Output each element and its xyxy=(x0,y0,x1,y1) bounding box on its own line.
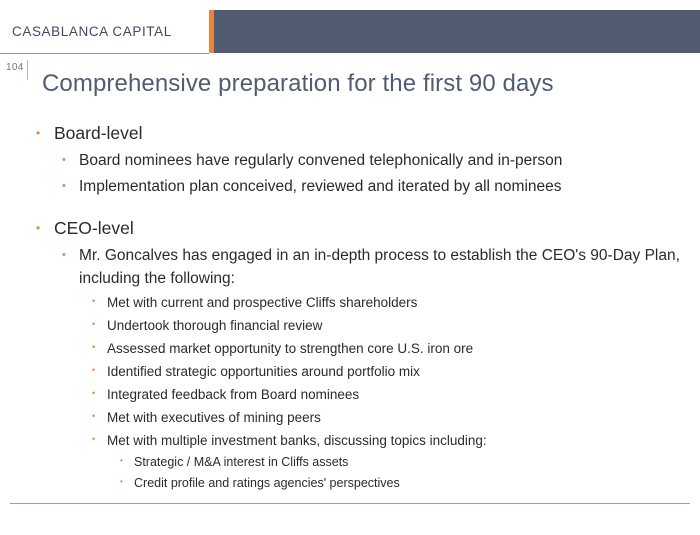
bullet-icon: • xyxy=(92,296,96,306)
bullet-text: Implementation plan conceived, reviewed and iterated by all nominees xyxy=(79,178,562,195)
bullet-text: Assessed market opportunity to strengthen core U.S. iron ore xyxy=(107,341,474,356)
bullet-icon: • xyxy=(36,126,41,140)
bullet-item-level3 xyxy=(92,384,684,405)
bullet-item-level3 xyxy=(92,430,684,451)
bullet-item-level4 xyxy=(120,473,684,493)
bullet-icon: • xyxy=(92,342,96,352)
bullet-item-level3 xyxy=(92,315,684,336)
bullet-item-level2 xyxy=(62,175,684,198)
bullet-icon: • xyxy=(92,434,96,444)
bullet-item-level3 xyxy=(92,361,684,382)
bullet-item-level3 xyxy=(92,292,684,313)
bullet-icon: • xyxy=(62,154,66,166)
page-title: Comprehensive preparation for the first 90 days xyxy=(42,70,554,97)
bullet-icon: • xyxy=(92,319,96,329)
header-band xyxy=(214,10,700,53)
header-underline xyxy=(0,53,209,54)
header-brand-area xyxy=(0,10,209,53)
slide-header xyxy=(0,10,700,53)
bullet-text: Board-level xyxy=(54,123,143,143)
page-number: 104 xyxy=(6,62,24,73)
bullet-icon: • xyxy=(92,365,96,375)
page-number-divider xyxy=(27,60,28,80)
bullet-item-level1 xyxy=(36,120,684,146)
bullet-text: Met with multiple investment banks, discussing topics including: xyxy=(107,433,487,448)
bullet-item-level3 xyxy=(92,407,684,428)
bullet-text: Identified strategic opportunities around portfolio mix xyxy=(107,364,420,379)
bullet-text: Met with executives of mining peers xyxy=(107,410,321,425)
bullet-item-level2 xyxy=(62,244,684,290)
bullet-text: Credit profile and ratings agencies' perspectives xyxy=(134,476,400,490)
bullet-icon: • xyxy=(92,411,96,421)
footer-divider xyxy=(10,503,690,504)
bullet-text: Undertook thorough financial review xyxy=(107,318,323,333)
bullet-text: Board nominees have regularly convened telephonically and in-person xyxy=(79,152,563,169)
bullet-icon: • xyxy=(120,477,123,486)
bullet-text: Integrated feedback from Board nominees xyxy=(107,387,360,402)
bullet-icon: • xyxy=(62,180,66,192)
bullet-icon: • xyxy=(62,249,66,261)
bullet-text: CEO-level xyxy=(54,218,134,238)
bullet-item-level1 xyxy=(36,215,684,241)
bullet-item-level3 xyxy=(92,338,684,359)
bullet-text: Strategic / M&A interest in Cliffs assets xyxy=(134,455,349,469)
bullet-icon: • xyxy=(120,456,123,465)
brand-name: CASABLANCA CAPITAL xyxy=(12,24,172,39)
slide-body xyxy=(36,112,684,493)
bullet-text: Mr. Goncalves has engaged in an in-depth process to establish the CEO's 90-Day Plan, including the following: xyxy=(79,247,680,287)
bullet-item-level4 xyxy=(120,452,684,472)
bullet-icon: • xyxy=(92,388,96,398)
bullet-text: Met with current and prospective Cliffs shareholders xyxy=(107,295,418,310)
bullet-icon: • xyxy=(36,221,41,235)
bullet-item-level2 xyxy=(62,149,684,172)
section-spacer xyxy=(36,198,684,207)
